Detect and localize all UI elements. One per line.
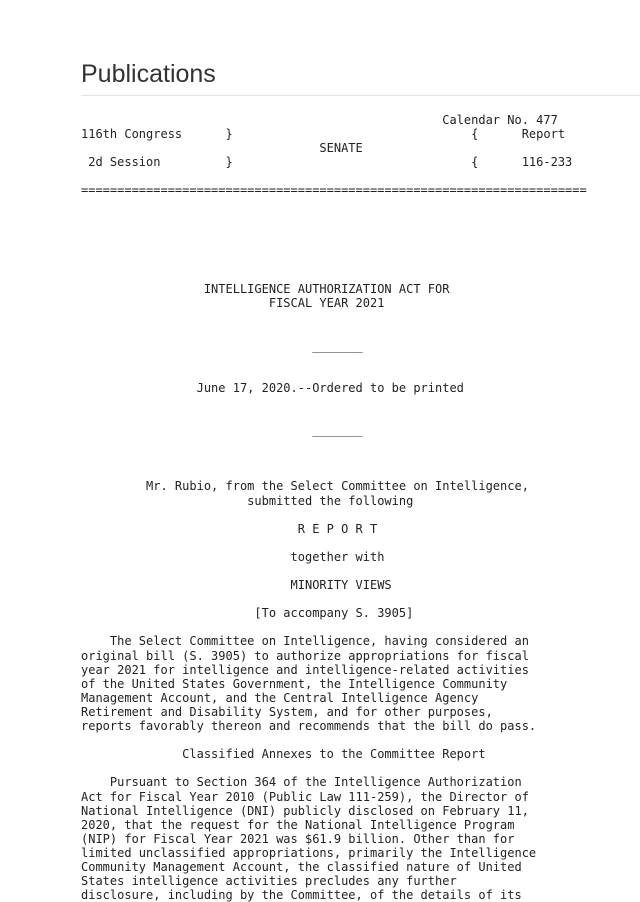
- report-line: Act for Fiscal Year 2010 (Public Law 111-259), the Director of: [81, 789, 529, 804]
- report-line: Management Account, and the Central Intelligence Agency: [81, 690, 479, 705]
- report-line: Community Management Account, the classified nature of United: [81, 859, 522, 874]
- report-line: The Select Committee on Intelligence, having considered an: [81, 634, 529, 649]
- report-line: June 17, 2020.--Ordered to be printed: [81, 380, 464, 395]
- report-line: year 2021 for intelligence and intelligence-related activities: [81, 662, 529, 677]
- report-line: R E P O R T: [81, 521, 378, 536]
- report-line: 2020, that the request for the National Intelligence Program: [81, 817, 515, 832]
- report-line: original bill (S. 3905) to authorize appropriations for fiscal: [81, 648, 529, 663]
- page-title: Publications: [81, 60, 216, 88]
- report-line: States intelligence activities precludes any further: [81, 874, 457, 889]
- report-line: (NIP) for Fiscal Year 2021 was $61.9 billion. Other than for: [81, 831, 515, 846]
- report-line: SENATE: [81, 141, 363, 156]
- report-line: of the United States Government, the Intelligence Community: [81, 676, 508, 691]
- report-line: FISCAL YEAR 2021: [81, 296, 385, 311]
- report-line: disclosure, including by the Committee, of the details of its: [81, 888, 522, 902]
- report-line: Pursuant to Section 364 of the Intelligence Authorization: [81, 775, 522, 790]
- report-line: National Intelligence (DNI) publicly disclosed on February 11,: [81, 803, 529, 818]
- title-divider: [81, 95, 640, 96]
- report-line: Mr. Rubio, from the Select Committee on Intelligence,: [81, 479, 529, 494]
- report-line: _______: [81, 423, 363, 438]
- report-line: Classified Annexes to the Committee Report: [81, 747, 486, 762]
- report-text: [81, 113, 587, 902]
- report-line: reports favorably thereon and recommends that the bill do pass.: [81, 719, 537, 734]
- report-line: together with: [81, 549, 385, 564]
- report-line: MINORITY VIEWS: [81, 578, 392, 593]
- report-line: INTELLIGENCE AUTHORIZATION ACT FOR: [81, 282, 450, 297]
- report-line: [To accompany S. 3905]: [81, 606, 414, 621]
- report-line: ======================================================================: [81, 183, 587, 198]
- report-line: Calendar No. 477: [81, 113, 558, 127]
- report-line: 116th Congress } { Report: [81, 127, 566, 142]
- report-line: 2d Session } { 116-233: [81, 155, 573, 170]
- report-line: submitted the following: [81, 493, 414, 508]
- report-line: limited unclassified appropriations, primarily the Intelligence: [81, 845, 537, 860]
- report-line: Retirement and Disability System, and for other purposes,: [81, 704, 493, 719]
- report-line: _______: [81, 338, 363, 353]
